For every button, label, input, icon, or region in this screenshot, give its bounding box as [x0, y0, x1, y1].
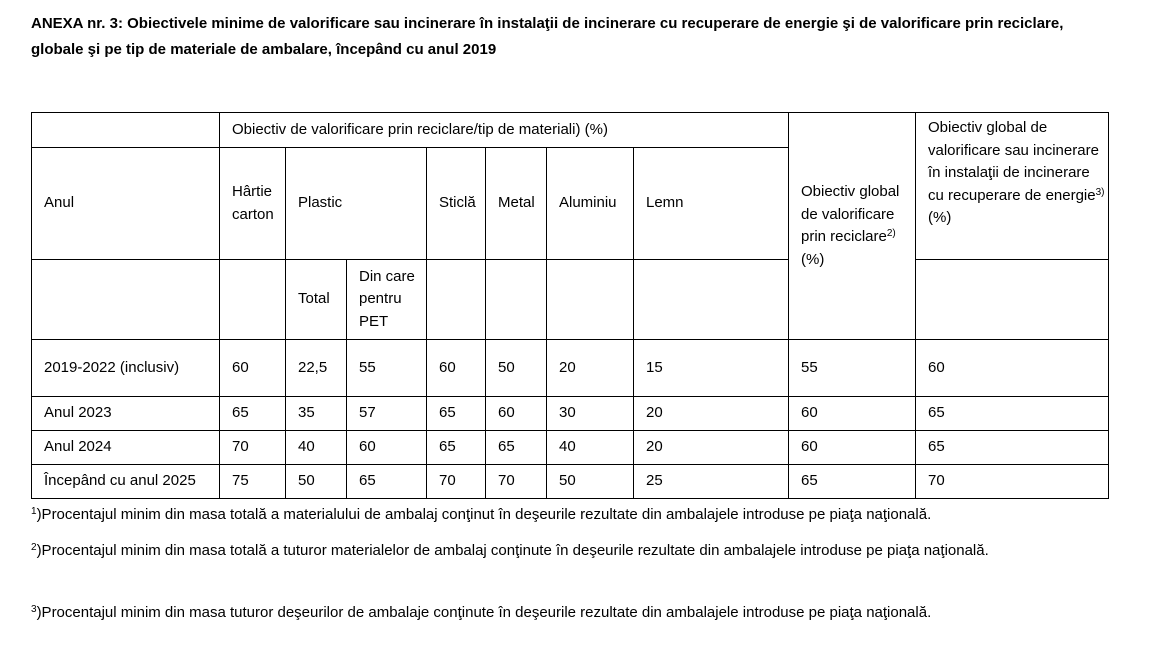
header-plastic-pet: Din care pentru PET — [347, 260, 427, 340]
header-empty-cell — [634, 260, 789, 340]
header-global-energy — [916, 113, 1109, 260]
cell-plastic-total: 50 — [286, 465, 347, 499]
table-row — [32, 431, 1109, 465]
table-row — [32, 465, 1109, 499]
footnote-ref-3: 3) — [1095, 186, 1105, 198]
cell-global-recycling: 60 — [789, 397, 916, 431]
footnote-mark: 2 — [31, 542, 37, 553]
cell-aluminiu: 30 — [547, 397, 634, 431]
cell-global-recycling: 55 — [789, 340, 916, 397]
cell-hartie-carton: 60 — [220, 340, 286, 397]
footnote-text: )Procentajul minim din masa totală a tuturor materialelor de ambalaj conţinute în deşeurile rezultate din ambalajele introduse pe piaţa naţională. — [36, 542, 989, 559]
cell-plastic-total: 22,5 — [286, 340, 347, 397]
header-global-recycling-text: Obiectiv global de valorificare prin reciclare — [801, 183, 900, 245]
cell-sticla: 60 — [427, 340, 486, 397]
cell-metal: 60 — [486, 397, 547, 431]
footnote-mark: 1 — [31, 506, 37, 517]
header-empty-cell — [427, 260, 486, 340]
header-hartie-carton: Hârtie carton — [220, 148, 286, 260]
cell-plastic-total: 40 — [286, 431, 347, 465]
header-row-1 — [32, 113, 1109, 148]
header-row-3 — [32, 260, 1109, 340]
header-global-energy-unit: (%) — [928, 209, 952, 226]
annex-title: ANEXA nr. 3: Obiectivele minime de valorificare sau incinerare în instalaţii de incinerare cu recuperare de energie şi de valorificare prin reciclare, globale şi pe tip de materiale de ambalare, începând cu anul 2019 — [31, 15, 1064, 58]
cell-hartie-carton: 75 — [220, 465, 286, 499]
cell-metal: 65 — [486, 431, 547, 465]
header-empty-cell — [547, 260, 634, 340]
header-anul: Anul — [32, 148, 220, 260]
cell-anul: Anul 2024 — [32, 431, 220, 465]
targets-table — [31, 112, 1109, 499]
header-plastic: Plastic — [286, 148, 427, 260]
header-aluminiu: Aluminiu — [547, 148, 634, 260]
cell-lemn: 20 — [634, 431, 789, 465]
cell-global-recycling: 60 — [789, 431, 916, 465]
cell-global-energy: 65 — [916, 431, 1109, 465]
header-empty-cell — [220, 260, 286, 340]
header-plastic-total: Total — [286, 260, 347, 340]
cell-global-energy: 65 — [916, 397, 1109, 431]
header-sticla: Sticlă — [427, 148, 486, 260]
footnote-1 — [31, 502, 1121, 528]
cell-global-energy: 70 — [916, 465, 1109, 499]
cell-plastic-pet: 65 — [347, 465, 427, 499]
header-recycling-group: Obiectiv de valorificare prin reciclare/tip de materiali) (%) — [220, 113, 789, 148]
header-empty-cell — [32, 260, 220, 340]
header-global-recycling-unit: (%) — [801, 250, 825, 268]
cell-aluminiu: 20 — [547, 340, 634, 397]
header-empty-cell — [916, 260, 1109, 340]
cell-anul: 2019-2022 (inclusiv) — [32, 340, 220, 397]
header-empty-cell — [486, 260, 547, 340]
cell-global-energy: 60 — [916, 340, 1109, 397]
footnote-2 — [31, 538, 1121, 564]
footnote-text: )Procentajul minim din masa totală a materialului de ambalaj conţinut în deşeurile rezultate din ambalajele introduse pe piaţa naţională. — [36, 506, 932, 523]
cell-lemn: 25 — [634, 465, 789, 499]
header-metal: Metal — [486, 148, 547, 260]
header-empty-cell — [32, 113, 220, 148]
cell-plastic-pet: 55 — [347, 340, 427, 397]
cell-sticla: 65 — [427, 397, 486, 431]
cell-anul: Anul 2023 — [32, 397, 220, 431]
cell-plastic-total: 35 — [286, 397, 347, 431]
cell-hartie-carton: 65 — [220, 397, 286, 431]
footnote-text: )Procentajul minim din masa tuturor deşeurilor de ambalaje conţinute în deşeurile rezultate din ambalajele introduse pe piaţa naţională. — [36, 604, 932, 621]
cell-sticla: 70 — [427, 465, 486, 499]
cell-plastic-pet: 60 — [347, 431, 427, 465]
cell-hartie-carton: 70 — [220, 431, 286, 465]
cell-lemn: 20 — [634, 397, 789, 431]
footnote-ref-2: 2) — [886, 228, 896, 239]
header-global-energy-text: Obiectiv global de valorificare sau incinerare în instalaţii de incinerare cu recuperare de energie — [928, 119, 1099, 204]
footnote-mark: 3 — [31, 604, 37, 615]
table-row — [32, 340, 1109, 397]
cell-plastic-pet: 57 — [347, 397, 427, 431]
footnote-3 — [31, 600, 1121, 626]
cell-aluminiu: 50 — [547, 465, 634, 499]
table-row — [32, 397, 1109, 431]
cell-metal: 70 — [486, 465, 547, 499]
cell-global-recycling: 65 — [789, 465, 916, 499]
cell-aluminiu: 40 — [547, 431, 634, 465]
header-global-recycling — [789, 113, 916, 340]
header-lemn: Lemn — [634, 148, 789, 260]
cell-sticla: 65 — [427, 431, 486, 465]
cell-lemn: 15 — [634, 340, 789, 397]
cell-anul: Începând cu anul 2025 — [32, 465, 220, 499]
cell-metal: 50 — [486, 340, 547, 397]
